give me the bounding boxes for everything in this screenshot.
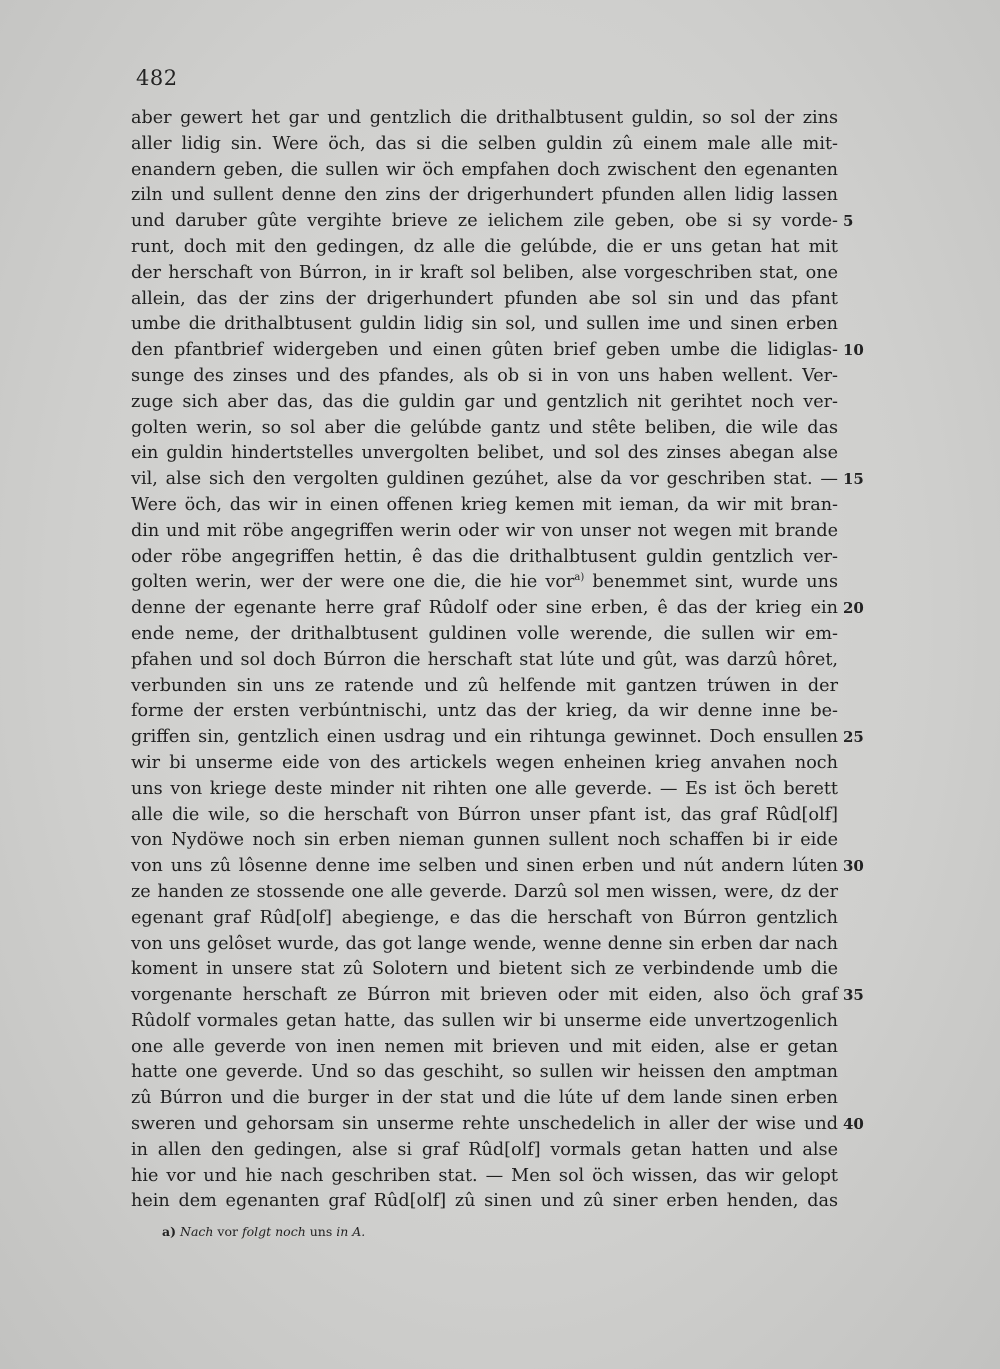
text-line bbox=[131, 467, 864, 493]
text-line bbox=[131, 158, 838, 184]
footnote-text-1: Nach bbox=[180, 1224, 214, 1239]
text-line bbox=[131, 983, 864, 1009]
line-number: 5 bbox=[843, 212, 854, 231]
text-line bbox=[131, 1138, 838, 1164]
text-line bbox=[131, 287, 838, 313]
text-line bbox=[131, 699, 838, 725]
line-number: 10 bbox=[843, 341, 864, 360]
line-text: pfahen und sol doch Búrron die herschaft stat lúte und gût, was darzû hôret, bbox=[131, 649, 838, 670]
line-text: vorgenante herschaft ze Búrron mit brieven oder mit eiden, also öch graf bbox=[131, 985, 838, 1006]
line-text: egenant graf Rûd[olf] abegienge, e das die herschaft von Búrron gentzlich bbox=[131, 907, 838, 928]
text-line bbox=[131, 596, 864, 622]
text-line bbox=[131, 777, 838, 803]
line-text: oder röbe angegriffen hettin, ê das die drithalbtusent guldin gentzlich ver- bbox=[131, 546, 838, 567]
line-text: din und mit röbe angegriffen werin oder wir von unser not wegen mit brande bbox=[131, 520, 838, 541]
line-text: in allen den gedingen, alse si graf Rûd[olf] vormals getan hatten und alse bbox=[131, 1139, 838, 1160]
line-text: hein dem egenanten graf Rûd[olf] zû sinen und zû siner erben henden, das bbox=[131, 1191, 838, 1212]
text-line bbox=[131, 906, 838, 932]
text-line bbox=[131, 880, 838, 906]
text-line bbox=[131, 390, 838, 416]
text-line bbox=[131, 338, 864, 364]
line-text: griffen sin, gentzlich einen usdrag und ein rihtunga gewinnet. Doch ensullen bbox=[131, 727, 838, 748]
line-text: vil, alse sich den vergolten guldinen gezúhet, alse da vor geschriben stat. — bbox=[131, 469, 838, 490]
line-text: hie vor und hie nach geschriben stat. — Men sol öch wissen, das wir gelopt bbox=[131, 1165, 838, 1186]
line-text: wir bi unserme eide von des artickels wegen enheinen krieg anvahen noch bbox=[131, 752, 838, 773]
text-line bbox=[131, 261, 838, 287]
text-line bbox=[131, 622, 838, 648]
footnote-text-5: in A. bbox=[336, 1224, 366, 1239]
footnote-mark: a) bbox=[162, 1224, 177, 1239]
line-text-rest: benemmet sint, wurde uns bbox=[584, 572, 838, 593]
line-text: ziln und sullent denne den zins der drigerhundert pfunden allen lidig lassen bbox=[131, 185, 838, 206]
line-number: 35 bbox=[843, 986, 864, 1005]
line-number: 40 bbox=[843, 1115, 864, 1134]
line-text: aber gewert het gar und gentzlich die drithalbtusent guldin, so sol der zins bbox=[131, 108, 838, 128]
line-number: 20 bbox=[843, 599, 864, 618]
line-text: Rûdolf vormales getan hatte, das sullen wir bi unserme eide unvertzogenlich bbox=[131, 1010, 838, 1031]
text-line bbox=[131, 1009, 838, 1035]
text-line bbox=[131, 932, 838, 958]
line-text: verbunden sin uns ze ratende und zû helfende mit gantzen trúwen in der bbox=[131, 675, 838, 696]
line-text: ende neme, der drithalbtusent guldinen volle werende, die sullen wir em- bbox=[131, 623, 838, 644]
footnote-text-3: folgt noch bbox=[241, 1224, 306, 1239]
text-line bbox=[131, 674, 838, 700]
footnote-text-4: uns bbox=[305, 1224, 337, 1239]
line-text: ein guldin hindertstelles unvergolten belibet, und sol des zinses abegan alse bbox=[131, 443, 838, 464]
line-text: zû Búrron und die burger in der stat und die lúte uf dem lande sinen erben bbox=[131, 1088, 838, 1109]
text-line bbox=[131, 1112, 864, 1138]
text-line bbox=[131, 648, 838, 674]
text-line bbox=[131, 1164, 838, 1190]
text-line bbox=[131, 519, 838, 545]
text-line bbox=[131, 570, 838, 596]
line-text: von Nydöwe noch sin erben nieman gunnen sullent noch schaffen bi ir eide bbox=[131, 830, 838, 851]
line-number: 15 bbox=[843, 470, 864, 489]
text-line bbox=[131, 416, 838, 442]
line-text: aller lidig sin. Were öch, das si die selben guldin zû einem male alle mit- bbox=[131, 133, 838, 154]
line-text: und daruber gûte vergihte brieve ze ielichem zile geben, obe si sy vorde- bbox=[131, 211, 838, 232]
line-text: koment in unsere stat zû Solotern und bietent sich ze verbindende umb die bbox=[131, 959, 838, 980]
text-line bbox=[131, 441, 838, 467]
body-text bbox=[131, 106, 864, 1215]
line-text: runt, doch mit den gedingen, dz alle die gelúbde, die er uns getan hat mit bbox=[131, 236, 838, 257]
page-number: 482 bbox=[136, 66, 178, 90]
line-text: alle die wile, so die herschaft von Búrron unser pfant ist, das graf Rûd[olf] bbox=[131, 804, 838, 825]
text-line bbox=[131, 493, 838, 519]
line-text: Were öch, das wir in einen offenen krieg kemen mit ieman, da wir mit bran- bbox=[131, 494, 838, 515]
line-text: der herschaft von Búrron, in ir kraft sol beliben, alse vorgeschriben stat, one bbox=[131, 262, 838, 283]
line-text: den pfantbrief widergeben und einen gûten brief geben umbe die lidiglas- bbox=[131, 340, 838, 361]
text-line bbox=[131, 957, 838, 983]
text-line bbox=[131, 828, 838, 854]
line-text: allein, das der zins der drigerhundert pfunden abe sol sin und das pfant bbox=[131, 288, 838, 309]
line-text: forme der ersten verbúntnischi, untz das der krieg, da wir denne inne be- bbox=[131, 701, 838, 722]
line-text: golten werin, wer der were one die, die hie vor bbox=[131, 572, 575, 593]
text-line bbox=[131, 364, 838, 390]
text-line bbox=[131, 1060, 838, 1086]
line-number: 30 bbox=[843, 857, 864, 876]
text-line bbox=[131, 1086, 838, 1112]
line-text: von uns zû lôsenne denne ime selben und sinen erben und nút andern lúten bbox=[131, 856, 838, 877]
line-text: one alle geverde von inen nemen mit brieven und mit eiden, alse er getan bbox=[131, 1036, 838, 1057]
text-line bbox=[131, 132, 838, 158]
text-line bbox=[131, 1035, 838, 1061]
text-line bbox=[131, 545, 838, 571]
text-line bbox=[131, 106, 838, 132]
text-line bbox=[131, 854, 864, 880]
line-text: sunge des zinses und des pfandes, als ob si in von uns haben wellent. Ver- bbox=[131, 365, 838, 386]
line-text: enandern geben, die sullen wir öch empfahen doch zwischent den egenanten bbox=[131, 159, 838, 180]
text-line bbox=[131, 183, 838, 209]
footnote-text-2: vor bbox=[213, 1224, 242, 1239]
line-text: umbe die drithalbtusent guldin lidig sin sol, und sullen ime und sinen erben bbox=[131, 314, 838, 335]
text-line bbox=[131, 312, 838, 338]
text-line bbox=[131, 751, 838, 777]
line-text: sweren und gehorsam sin unserme rehte unschedelich in aller der wise und bbox=[131, 1114, 838, 1135]
text-line bbox=[131, 209, 854, 235]
line-text: denne der egenante herre graf Rûdolf oder sine erben, ê das der krieg ein bbox=[131, 598, 838, 619]
text-line bbox=[131, 803, 838, 829]
text-line bbox=[131, 725, 864, 751]
line-number: 25 bbox=[843, 728, 864, 747]
line-text: uns von kriege deste minder nit rihten one alle geverde. — Es ist öch berett bbox=[131, 778, 838, 799]
footnote-reference: a) bbox=[574, 572, 585, 584]
text-line bbox=[131, 235, 838, 261]
line-text: zuge sich aber das, das die guldin gar und gentzlich nit gerihtet noch ver- bbox=[131, 391, 838, 412]
line-text: hatte one geverde. Und so das geschiht, so sullen wir heissen den amptman bbox=[131, 1062, 838, 1083]
line-text: ze handen ze stossende one alle geverde. Darzû sol men wissen, were, dz der bbox=[131, 881, 838, 902]
footnote bbox=[162, 1224, 365, 1239]
line-text: golten werin, so sol aber die gelúbde gantz und stête beliben, die wile das bbox=[131, 417, 838, 438]
line-text: von uns gelôset wurde, das got lange wende, wenne denne sin erben dar nach bbox=[131, 933, 838, 954]
text-line bbox=[131, 1189, 838, 1215]
